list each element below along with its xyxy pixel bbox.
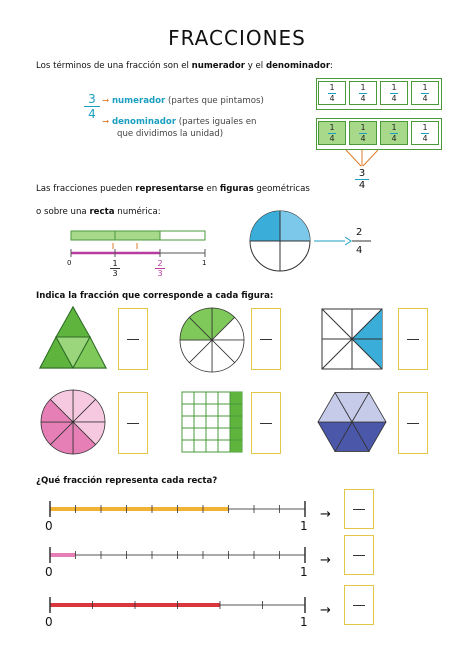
cell-num: 1 — [391, 123, 397, 132]
pink-circle-figure — [41, 390, 105, 454]
intro-pre: Los términos de una fracción son el — [36, 61, 192, 71]
legend-num-digit: 3 — [84, 92, 100, 107]
cell-den: 4 — [329, 94, 335, 103]
section-lines-heading: ¿Qué fracción representa cada recta? — [36, 476, 218, 486]
cell-den: 4 — [422, 94, 428, 103]
represent-line2-post: numérica: — [114, 207, 161, 217]
arrow-icon: ➞ — [102, 96, 110, 106]
answer-box-recta-2[interactable] — [344, 535, 374, 575]
legend-den-desc1: (partes iguales en — [178, 117, 257, 127]
represent-line2-pre: o sobre una — [36, 207, 90, 217]
arrow-icon: → — [320, 553, 331, 568]
example-one: 1 — [202, 259, 207, 267]
answer-box-teal-square[interactable] — [398, 308, 428, 370]
cell-num: 1 — [360, 83, 366, 92]
grid-column-filled — [230, 392, 242, 452]
cell-den: 4 — [422, 134, 428, 143]
cell-num: 1 — [422, 123, 428, 132]
green-circle-figure — [180, 308, 244, 372]
example-f1-den: 3 — [112, 269, 118, 278]
teal-square-figure — [322, 309, 382, 369]
intro-denominador: denominador — [265, 61, 331, 71]
cell-num: 1 — [329, 123, 335, 132]
cell-den: 4 — [391, 94, 397, 103]
represent-bold2: figuras — [219, 184, 254, 194]
recta-one-label: 1 — [300, 615, 308, 629]
intro-numerador: numerador — [191, 61, 245, 71]
page-title: FRACCIONES — [168, 26, 306, 50]
legend-den-desc2: que dividimos la unidad) — [117, 129, 224, 139]
cell-num: 1 — [329, 83, 335, 92]
arrow-icon: → — [320, 603, 331, 618]
legend-den-digit: 4 — [88, 107, 96, 121]
recta-one-label: 1 — [300, 565, 308, 579]
intro-post: : — [330, 61, 333, 71]
legend-den-label: denominador — [111, 117, 177, 127]
result-den: 4 — [358, 180, 366, 191]
number-lines — [50, 501, 305, 613]
green-grid-figure — [182, 392, 242, 452]
answer-box-hexagon[interactable] — [398, 392, 428, 454]
represent-pre: Las fracciones pueden — [36, 184, 136, 194]
legend-num-label: numerador — [111, 96, 166, 106]
cell-den: 4 — [360, 94, 366, 103]
answer-box-green-circle[interactable] — [251, 308, 281, 370]
example-f1-num: 1 — [110, 259, 120, 269]
cell-den: 4 — [329, 134, 335, 143]
example-zero: 0 — [67, 259, 72, 267]
represent-mid: en — [203, 184, 220, 194]
represent-bold1: representarse — [135, 184, 204, 194]
section-figures-heading: Indica la fracción que corresponde a cada figura: — [36, 291, 274, 301]
recta-zero-label: 0 — [45, 565, 53, 579]
represent-post: geométricas — [253, 184, 310, 194]
cell-num: 1 — [360, 123, 366, 132]
represent-line2-bold: recta — [89, 207, 115, 217]
arrow-icon: → — [320, 507, 331, 522]
cell-num: 1 — [391, 83, 397, 92]
example-f2-den: 3 — [157, 269, 163, 278]
circle-frac-den: 4 — [356, 245, 363, 256]
circle-frac-num: 2 — [356, 227, 363, 238]
recta-zero-label: 0 — [45, 615, 53, 629]
recta-one-label: 1 — [300, 519, 308, 533]
cell-num: 1 — [422, 83, 428, 92]
answer-box-pink-circle[interactable] — [118, 392, 148, 454]
recta-zero-label: 0 — [45, 519, 53, 533]
hexagon-figure — [318, 393, 386, 452]
answer-box-green-grid[interactable] — [251, 392, 281, 454]
legend-num-desc: (partes que pintamos) — [168, 96, 264, 106]
triangle-part — [56, 307, 90, 337]
intro-mid: y el — [244, 61, 266, 71]
result-num: 3 — [355, 168, 369, 180]
arrow-icon: ➞ — [102, 117, 110, 127]
answer-box-triangle[interactable] — [118, 308, 148, 370]
answer-box-recta-3[interactable] — [344, 585, 374, 625]
example-f2-num: 2 — [155, 259, 165, 269]
cell-den: 4 — [360, 134, 366, 143]
triangle-figure — [40, 307, 106, 368]
cell-den: 4 — [391, 134, 397, 143]
answer-box-recta-1[interactable] — [344, 489, 374, 529]
